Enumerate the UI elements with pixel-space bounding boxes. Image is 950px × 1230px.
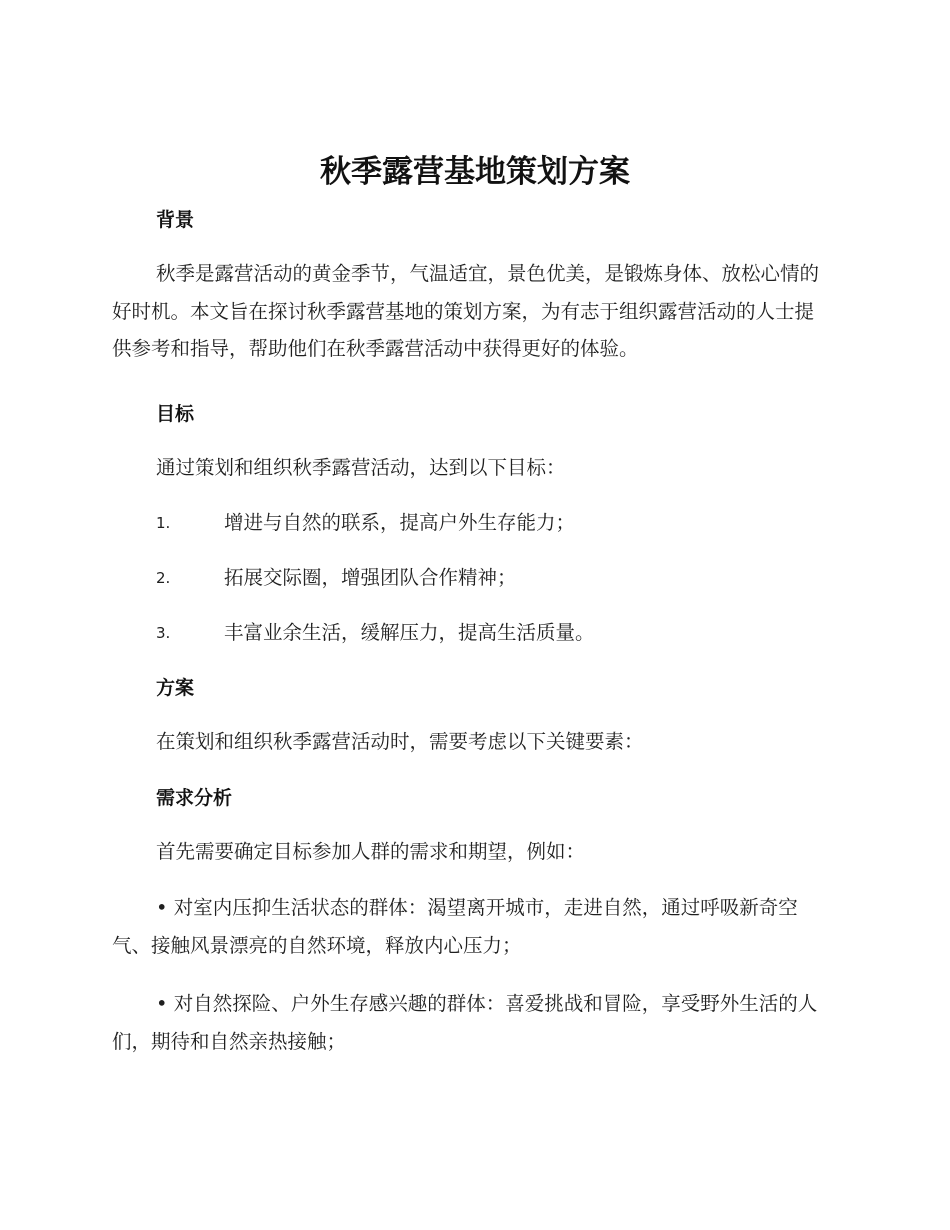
needs-bullet-paragraph: • 对自然探险、户外生存感兴趣的群体：喜爱挑战和冒险，享受野外生活的人们，期待和自然亲热接触； bbox=[112, 992, 818, 1053]
list-text: 增进与自然的联系，提高户外生存能力； bbox=[224, 511, 576, 534]
section-heading-background: 背景 bbox=[156, 209, 195, 231]
section-heading-needs: 需求分析 bbox=[156, 787, 233, 809]
list-number: 2. bbox=[156, 569, 171, 587]
document-title: 秋季露营基地策划方案 bbox=[320, 154, 630, 190]
background-paragraph: 秋季是露营活动的黄金季节，气温适宜，景色优美，是锻炼身体、放松心情的好时机。本文旨在探讨秋季露营基地的策划方案，为有志于组织露营活动的人士提供参考和指导，帮助他们在秋季露营活动中获得更好的体验。 bbox=[112, 262, 820, 360]
goals-list-item bbox=[156, 618, 836, 648]
list-text: 丰富业余生活，缓解压力，提高生活质量。 bbox=[224, 621, 595, 644]
needs-intro: 首先需要确定目标参加人群的需求和期望，例如： bbox=[156, 840, 586, 863]
list-number: 3. bbox=[156, 624, 171, 642]
goals-list-item bbox=[156, 563, 836, 593]
needs-bullet-paragraph: • 对室内压抑生活状态的群体：渴望离开城市，走进自然，通过呼吸新奇空气、接触风景漂亮的自然环境，释放内心压力； bbox=[112, 896, 798, 957]
list-text: 拓展交际圈，增强团队合作精神； bbox=[224, 566, 517, 589]
goals-list-item bbox=[156, 508, 836, 538]
section-heading-plan: 方案 bbox=[156, 677, 195, 699]
goals-intro: 通过策划和组织秋季露营活动，达到以下目标： bbox=[156, 456, 566, 479]
list-number: 1. bbox=[156, 514, 171, 532]
section-heading-goals: 目标 bbox=[156, 403, 195, 425]
plan-intro: 在策划和组织秋季露营活动时，需要考虑以下关键要素： bbox=[156, 730, 644, 753]
